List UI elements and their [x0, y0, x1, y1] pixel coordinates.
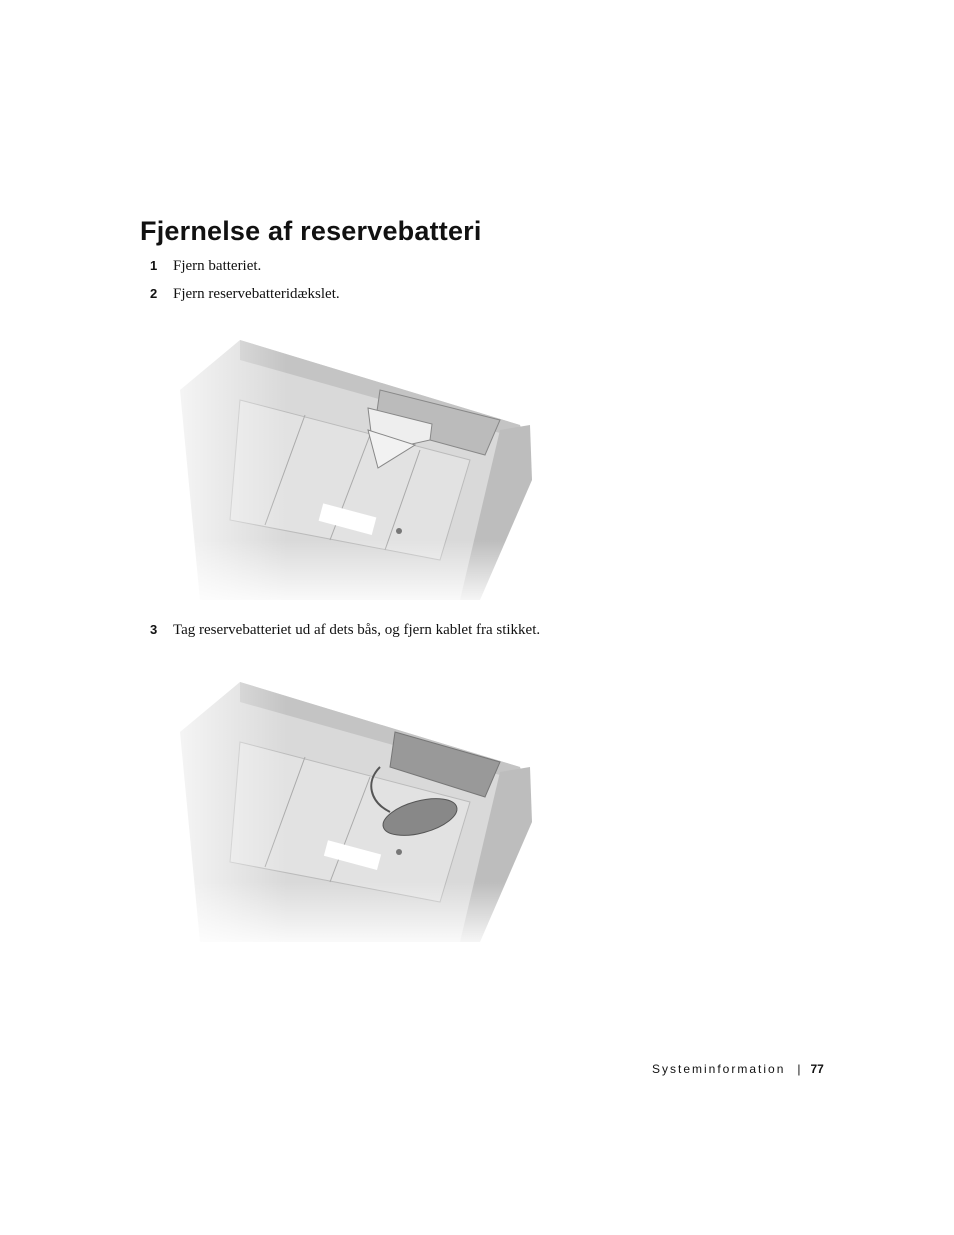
- step-number: 3: [150, 622, 158, 637]
- step-text: Fjern reservebatteridækslet.: [173, 286, 340, 302]
- footer-separator: |: [797, 1062, 801, 1076]
- illustration-remove-backup-battery: [140, 672, 560, 952]
- step-text: Tag reservebatteriet ud af dets bås, og fjern kablet fra stikket.: [173, 622, 541, 638]
- step-1: [150, 258, 261, 275]
- page-footer: [652, 1062, 824, 1076]
- page-title: Fjernelse af reservebatteri: [140, 216, 482, 246]
- step-text: Fjern batteriet.: [173, 258, 262, 274]
- page-number: 77: [810, 1062, 824, 1076]
- step-3: [150, 622, 540, 639]
- illustration-remove-battery-cover: [140, 330, 560, 610]
- step-2: [150, 286, 340, 303]
- step-number: 1: [150, 258, 158, 273]
- footer-section-name: Systeminformation: [652, 1062, 786, 1076]
- step-number: 2: [150, 286, 158, 301]
